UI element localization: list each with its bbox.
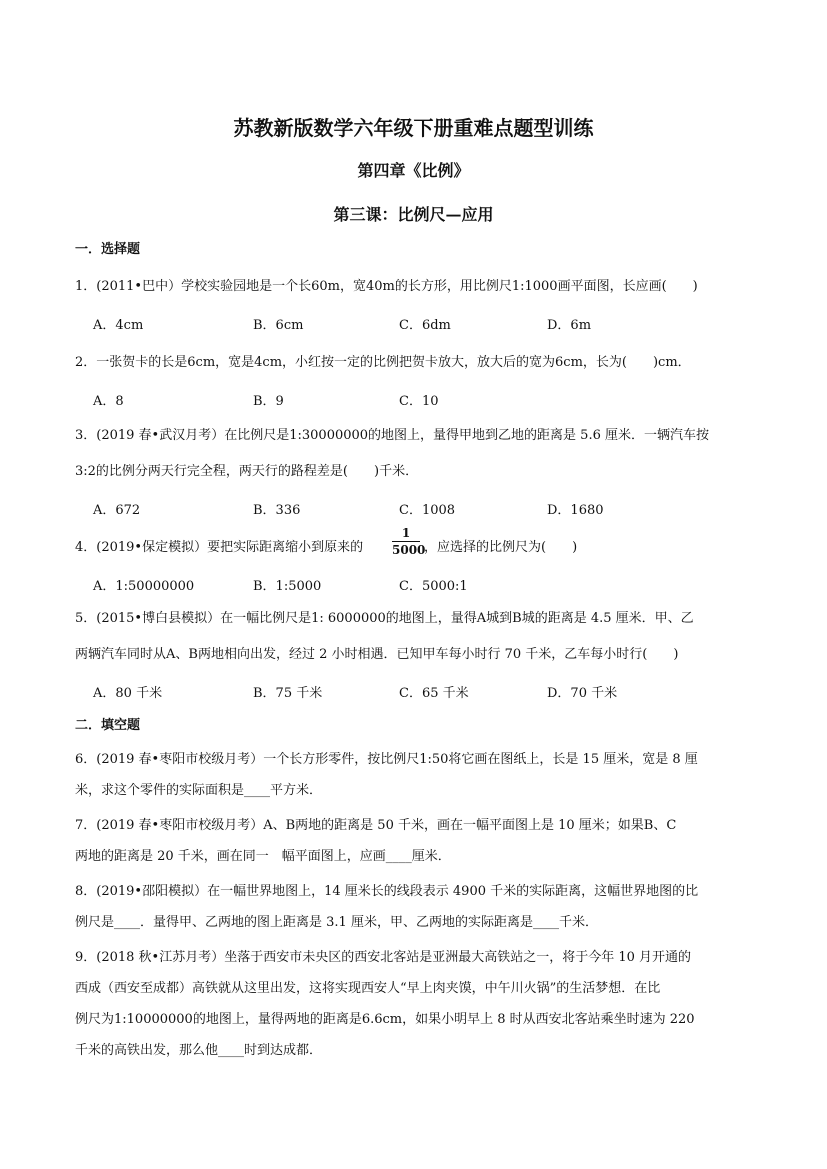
question-3-option-b: B．336 xyxy=(253,503,301,518)
question-4-text-pre: 4．(2019•保定模拟）要把实际距离缩小到原来的 xyxy=(75,540,364,555)
question-9-text-line-4: 千米的高铁出发，那么他____时到达成都． xyxy=(75,1043,323,1058)
question-1-option-a: A．4cm xyxy=(93,318,144,333)
question-6-text-line-1: 6．(2019 春•枣阳市校级月考）一个长方形零件，按比例尺1:50将它画在图纸上，长是 15 厘米，宽是 8 厘 xyxy=(75,752,698,767)
chapter-title: 第四章《比例》 xyxy=(357,161,470,180)
question-5-text-line-2: 两辆汽车同时从A、B两地相向出发，经过 2 小时相遇．已知甲车每小时行 70 千米，乙车每小时行( ) xyxy=(75,647,679,662)
question-5-option-a: A．80 千米 xyxy=(93,686,163,701)
question-1-option-b: B．6cm xyxy=(253,318,304,333)
question-1-text: 1．(2011•巴中）学校实验园地是一个长60m，宽40m的长方形，用比例尺1:1000画平面图，长应画( ) xyxy=(75,279,698,294)
question-1-option-d: D．6m xyxy=(547,318,592,333)
question-4-fraction xyxy=(392,525,426,558)
question-3-option-d: D．1680 xyxy=(547,503,604,518)
document-title: 苏教新版数学六年级下册重难点题型训练 xyxy=(233,116,594,140)
question-2-option-a: A．8 xyxy=(93,394,124,409)
question-5-option-d: D．70 千米 xyxy=(547,686,618,701)
question-4-fraction-numerator: 1 xyxy=(392,525,420,542)
question-2-option-c: C．10 xyxy=(399,394,439,409)
question-8-text-line-2: 例尺是____．量得甲、乙两地的图上距离是 3.1 厘米，甲、乙两地的实际距离是____千米． xyxy=(75,915,598,930)
question-7-text-line-2: 两地的距离是 20 千米，画在同一 幅平面图上，应画____厘米． xyxy=(75,849,451,864)
question-1-option-c: C．6dm xyxy=(399,318,451,333)
question-4-option-b: B．1:5000 xyxy=(253,579,322,594)
question-9-text-line-2: 西成（西安至成都）高铁就从这里出发，这将实现西安人“早上肉夹馍，中午川火锅”的生活梦想．在比 xyxy=(75,981,661,996)
question-2-option-b: B．9 xyxy=(253,394,284,409)
question-4-fraction-denominator: 5000 xyxy=(392,543,426,557)
question-4-option-c: C．5000:1 xyxy=(399,579,468,594)
question-8-text-line-1: 8．(2019•邵阳模拟）在一幅世界地图上，14 厘米长的线段表示 4900 千米的实际距离，这幅世界地图的比 xyxy=(75,884,699,899)
question-6-text-line-2: 米，求这个零件的实际面积是____平方米． xyxy=(75,783,323,798)
section-fill-heading: 二．填空题 xyxy=(75,718,141,733)
question-3-option-a: A．672 xyxy=(93,503,141,518)
question-9-text-line-1: 9．(2018 秋•江苏月考）坐落于西安市未央区的西安北客站是亚洲最大高铁站之一，将于今年 10 月开通的 xyxy=(75,950,692,965)
question-5-option-c: C．65 千米 xyxy=(399,686,469,701)
question-3-text-line-2: 3:2的比例分两天行完全程，两天行的路程差是( )千米． xyxy=(75,464,419,479)
section-choice-heading: 一．选择题 xyxy=(75,242,141,257)
lesson-title: 第三课：比例尺—应用 xyxy=(333,205,494,224)
question-3-text-line-1: 3．(2019 春•武汉月考）在比例尺是1:30000000的地图上，量得甲地到乙地的距离是 5.6 厘米．一辆汽车按 xyxy=(75,428,709,443)
question-7-text-line-1: 7．(2019 春•枣阳市校级月考）A、B两地的距离是 50 千米，画在一幅平面图上是 10 厘米；如果B、C xyxy=(75,818,677,833)
question-4-option-a: A．1:50000000 xyxy=(93,579,195,594)
question-5-option-b: B．75 千米 xyxy=(253,686,323,701)
question-2-text: 2．一张贺卡的长是6cm，宽是4cm，小红按一定的比例把贺卡放大，放大后的宽为6cm，长为( )cm． xyxy=(75,355,691,370)
question-3-option-c: C．1008 xyxy=(399,503,456,518)
question-5-text-line-1: 5．(2015•博白县模拟）在一幅比例尺是1: 6000000的地图上，量得A城到B城的距离是 4.5 厘米．甲、乙 xyxy=(75,611,694,626)
question-4-text-post: ，应选择的比例尺为( ) xyxy=(424,540,578,555)
question-9-text-line-3: 例尺为1:10000000的地图上，量得两地的距离是6.6cm，如果小明早上 8 时从西安北客站乘坐时速为 220 xyxy=(75,1012,695,1027)
